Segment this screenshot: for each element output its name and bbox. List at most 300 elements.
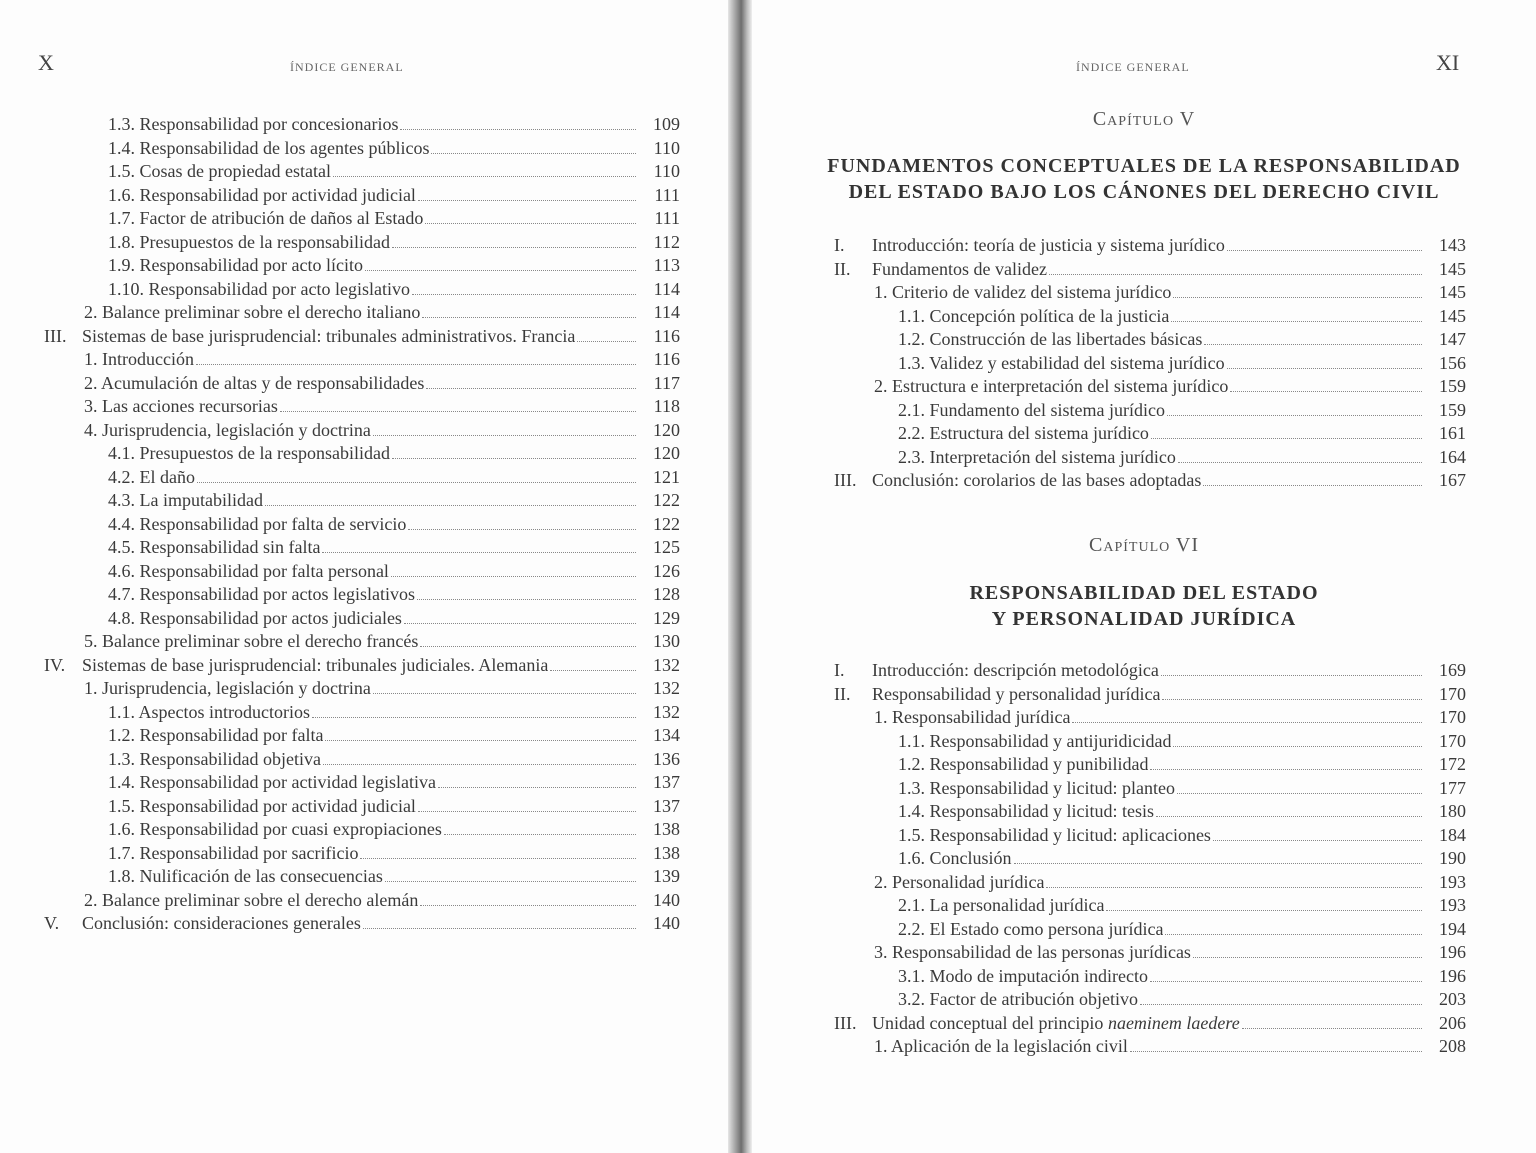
- toc-entry-number: III.: [834, 470, 857, 490]
- toc-entry-text: [898, 328, 1202, 352]
- toc-entry-text-main: 1.2. Responsabilidad y punibilidad: [898, 754, 1149, 774]
- left-toc-list: [44, 113, 680, 936]
- toc-leader-dots: [1106, 910, 1422, 911]
- toc-entry-text-main: 1. Aplicación de la legislación civil: [874, 1036, 1128, 1056]
- toc-entry-page: 117: [653, 372, 680, 393]
- toc-leader-dots: [420, 905, 636, 906]
- toc-entry-page: 161: [1439, 423, 1466, 443]
- toc-entry-page: 177: [1439, 777, 1466, 798]
- chapter6-label: Capítulo VI: [1089, 534, 1199, 556]
- toc-entry-text: [84, 395, 278, 419]
- toc-entry-page: 193: [1439, 895, 1466, 915]
- toc-leader-dots: [373, 435, 636, 436]
- toc-entry-text-main: 2.1. Fundamento del sistema jurídico: [898, 399, 1165, 420]
- toc-entry-page: 137: [653, 772, 680, 792]
- toc-entry-text-main: Fundamentos de validez: [872, 258, 1047, 279]
- toc-entry-text-main: 4.5. Responsabilidad sin falta: [108, 537, 321, 557]
- toc-entry: [834, 824, 1466, 848]
- toc-entry-text-main: 4.7. Responsabilidad por actos legislativos: [108, 584, 415, 604]
- toc-entry-number: IV.: [44, 654, 66, 675]
- toc-leader-dots: [1165, 934, 1422, 935]
- toc-leader-dots: [1230, 391, 1422, 392]
- toc-entry: [44, 748, 680, 772]
- toc-entry: [44, 184, 680, 208]
- toc-entry-page: 164: [1439, 446, 1466, 467]
- toc-entry: [44, 419, 680, 443]
- toc-entry: [834, 281, 1466, 305]
- toc-leader-dots: [1204, 344, 1422, 345]
- toc-entry: [834, 258, 1466, 282]
- toc-entry-text: [898, 352, 1225, 376]
- toc-entry-text: [82, 912, 361, 936]
- toc-entry-number: II.: [834, 258, 851, 279]
- toc-entry-text-main: 1.3. Validez y estabilidad del sistema jurídico: [898, 352, 1225, 373]
- toc-entry: [44, 207, 680, 231]
- toc-entry-text: [82, 654, 548, 678]
- toc-entry: [44, 301, 680, 325]
- toc-entry-page: 132: [653, 701, 680, 722]
- toc-entry-text-main: 1.2. Responsabilidad por falta: [108, 725, 324, 745]
- toc-entry-text-main: Sistemas de base jurisprudencial: tribunales judiciales. Alemania: [82, 654, 549, 675]
- chapter5-title: [792, 153, 1496, 205]
- toc-entry-text: [108, 701, 310, 725]
- chapter6-toc-list: [834, 659, 1466, 1059]
- toc-entry: [834, 305, 1466, 329]
- toc-entry-text: [108, 466, 195, 490]
- toc-entry: [44, 560, 680, 584]
- toc-entry-text-main: 2.2. Estructura del sistema jurídico: [898, 423, 1149, 443]
- toc-leader-dots: [1203, 485, 1422, 486]
- toc-entry-page: 111: [654, 184, 680, 205]
- toc-entry: [834, 399, 1466, 423]
- toc-entry-text-main: 1.6. Responsabilidad por actividad judicial: [108, 184, 416, 205]
- toc-leader-dots: [280, 411, 636, 412]
- toc-entry-page: 116: [653, 349, 680, 369]
- toc-entry-text: [874, 941, 1191, 965]
- toc-entry-text: [874, 1035, 1128, 1059]
- toc-entry-text-main: 1.4. Responsabilidad y licitud: tesis: [898, 801, 1154, 821]
- toc-entry-text-main: 1.5. Cosas de propiedad estatal: [108, 161, 331, 181]
- toc-entry: [834, 965, 1466, 989]
- toc-entry-text: [898, 753, 1148, 777]
- toc-entry-text: [108, 207, 423, 231]
- toc-entry-page: 170: [1439, 730, 1466, 751]
- toc-leader-dots: [1046, 887, 1422, 888]
- toc-entry-text-main: 1.1. Concepción política de la justicia: [898, 305, 1170, 326]
- toc-entry: [834, 234, 1466, 258]
- toc-entry: [44, 865, 680, 889]
- toc-entry-text: [84, 372, 424, 396]
- toc-leader-dots: [1171, 321, 1422, 322]
- toc-entry: [44, 889, 680, 913]
- book-gutter: [728, 0, 752, 1153]
- toc-entry: [44, 395, 680, 419]
- toc-entry-text: [898, 847, 1012, 871]
- toc-entry-page: 120: [653, 419, 680, 440]
- toc-entry-page: 184: [1439, 824, 1466, 845]
- toc-entry-text-main: Introducción: descripción metodológica: [872, 660, 1159, 680]
- toc-entry-text-main: 2. Estructura e interpretación del sistema jurídico: [874, 376, 1229, 396]
- toc-entry: [834, 871, 1466, 895]
- toc-entry: [834, 469, 1466, 493]
- toc-entry-text: [108, 489, 263, 513]
- toc-entry-text: [874, 281, 1171, 305]
- toc-entry-text: [108, 583, 415, 607]
- toc-entry: [44, 607, 680, 631]
- toc-entry-text: [108, 184, 416, 208]
- toc-entry-number: I.: [834, 660, 845, 680]
- toc-entry-page: 125: [653, 537, 680, 557]
- toc-leader-dots: [333, 176, 636, 177]
- toc-entry-page: 145: [1439, 258, 1466, 279]
- toc-entry-page: 206: [1439, 1012, 1466, 1033]
- toc-entry-page: 140: [653, 913, 680, 933]
- toc-entry-text: [898, 422, 1149, 446]
- toc-entry-text-main: 1.3. Responsabilidad objetiva: [108, 748, 321, 769]
- toc-entry-text: [84, 348, 194, 372]
- toc-leader-dots: [1177, 793, 1422, 794]
- toc-entry: [44, 113, 680, 137]
- toc-entry-text: [108, 842, 358, 866]
- toc-entry-text-main: 4.3. La imputabilidad: [108, 490, 263, 510]
- toc-leader-dots: [1227, 368, 1422, 369]
- toc-entry-text-main: 1. Jurisprudencia, legislación y doctrina: [84, 678, 371, 698]
- toc-entry: [834, 706, 1466, 730]
- toc-entry: [834, 422, 1466, 446]
- toc-entry-text-main: 2.2. El Estado como persona jurídica: [898, 918, 1164, 939]
- toc-entry-text: [108, 748, 321, 772]
- toc-entry-page: 167: [1439, 470, 1466, 490]
- toc-entry-text-main: 1.5. Responsabilidad y licitud: aplicaciones: [898, 824, 1211, 845]
- toc-leader-dots: [392, 247, 636, 248]
- toc-entry-page: 110: [653, 137, 680, 158]
- toc-entry: [44, 278, 680, 302]
- toc-leader-dots: [422, 317, 636, 318]
- toc-entry-text-main: 1. Criterio de validez del sistema jurídico: [874, 282, 1172, 302]
- toc-entry-text: [84, 301, 420, 325]
- toc-entry-text-main: Conclusión: consideraciones generales: [82, 913, 361, 933]
- toc-entry: [44, 818, 680, 842]
- toc-entry-text-main: 4.1. Presupuestos de la responsabilidad: [108, 443, 390, 463]
- toc-leader-dots: [431, 153, 636, 154]
- toc-entry-text-main: 1.10. Responsabilidad por acto legislativo: [108, 278, 410, 299]
- toc-entry: [834, 800, 1466, 824]
- toc-entry-text-main: 1.5. Responsabilidad por actividad judicial: [108, 795, 416, 816]
- toc-entry-text: [108, 560, 389, 584]
- toc-entry-page: 208: [1439, 1036, 1466, 1056]
- toc-entry-page: 136: [653, 748, 680, 769]
- toc-entry-text: [898, 988, 1138, 1012]
- toc-entry-text-main: 1.9. Responsabilidad por acto lícito: [108, 255, 363, 275]
- toc-leader-dots: [400, 129, 636, 130]
- toc-entry-text: [898, 800, 1154, 824]
- toc-entry: [834, 446, 1466, 470]
- toc-leader-dots: [323, 764, 636, 765]
- toc-entry-page: 139: [653, 866, 680, 886]
- toc-entry-text: [108, 865, 383, 889]
- toc-entry-number: V.: [44, 913, 60, 933]
- toc-entry-text: [898, 965, 1148, 989]
- toc-entry: [834, 1035, 1466, 1059]
- toc-leader-dots: [1213, 840, 1422, 841]
- toc-leader-dots: [418, 811, 636, 812]
- toc-entry-page: 114: [653, 278, 680, 299]
- toc-entry: [44, 536, 680, 560]
- toc-leader-dots: [392, 458, 636, 459]
- toc-leader-dots: [1072, 722, 1422, 723]
- toc-entry-page: 112: [653, 231, 680, 252]
- toc-entry-text-main: 1.8. Presupuestos de la responsabilidad: [108, 231, 390, 252]
- toc-entry: [44, 442, 680, 466]
- toc-entry-page: 143: [1439, 235, 1466, 255]
- toc-entry: [834, 753, 1466, 777]
- toc-entry: [44, 231, 680, 255]
- toc-entry: [44, 348, 680, 372]
- toc-entry-page: 159: [1439, 399, 1466, 420]
- toc-entry: [44, 583, 680, 607]
- toc-entry: [44, 724, 680, 748]
- toc-leader-dots: [425, 223, 636, 224]
- toc-leader-dots: [404, 623, 636, 624]
- toc-entry-page: 113: [653, 255, 680, 275]
- toc-leader-dots: [1049, 274, 1422, 275]
- toc-entry-text: [108, 771, 436, 795]
- toc-entry-text: [84, 419, 371, 443]
- toc-entry-page: 116: [653, 325, 680, 346]
- toc-entry: [44, 372, 680, 396]
- toc-entry-text-main: 1.8. Nulificación de las consecuencias: [108, 866, 383, 886]
- toc-entry-text-main: 2.1. La personalidad jurídica: [898, 895, 1105, 915]
- toc-entry-page: 170: [1439, 707, 1466, 727]
- toc-entry-text: [872, 258, 1047, 282]
- toc-entry-text-main: 1.7. Responsabilidad por sacrificio: [108, 842, 359, 863]
- toc-entry-text: [898, 777, 1175, 801]
- toc-leader-dots: [1162, 699, 1422, 700]
- toc-entry-text: [108, 254, 363, 278]
- toc-entry-page: 156: [1439, 352, 1466, 373]
- toc-leader-dots: [391, 576, 636, 577]
- toc-entry-text: [108, 536, 320, 560]
- toc-leader-dots: [426, 388, 636, 389]
- toc-leader-dots: [312, 717, 636, 718]
- toc-entry-page: 193: [1439, 871, 1466, 892]
- toc-leader-dots: [1161, 675, 1422, 676]
- toc-entry-text: [108, 160, 331, 184]
- toc-entry: [44, 513, 680, 537]
- toc-leader-dots: [373, 693, 636, 694]
- toc-leader-dots: [322, 552, 636, 553]
- toc-entry-text: [82, 325, 575, 349]
- toc-entry: [44, 489, 680, 513]
- toc-entry-text: [108, 137, 429, 161]
- toc-entry-text: [874, 706, 1070, 730]
- toc-entry-page: 118: [653, 396, 680, 416]
- toc-entry-text-main: 1.1. Responsabilidad y antijuridicidad: [898, 730, 1172, 751]
- toc-entry-page: 159: [1439, 376, 1466, 396]
- toc-entry-text: [872, 469, 1201, 493]
- toc-entry: [834, 683, 1466, 707]
- toc-entry-text-main: Conclusión: corolarios de las bases adoptadas: [872, 470, 1202, 490]
- toc-entry-text-main: 4.2. El daño: [108, 466, 195, 487]
- toc-entry-text: [874, 375, 1228, 399]
- toc-entry-text-main: 1.2. Construcción de las libertades básicas: [898, 329, 1203, 349]
- toc-entry-page: 132: [653, 654, 680, 675]
- toc-entry-page: 132: [653, 678, 680, 698]
- toc-entry-text-main: 1.7. Factor de atribución de daños al Estado: [108, 208, 424, 228]
- toc-entry-text: [108, 231, 390, 255]
- toc-entry-page: 120: [653, 443, 680, 463]
- toc-entry-text-main: 1. Introducción: [84, 349, 194, 369]
- left-folio: X: [38, 50, 54, 75]
- toc-leader-dots: [363, 928, 636, 929]
- toc-entry-page: 134: [653, 725, 680, 745]
- toc-entry-text-main: 2.3. Interpretación del sistema jurídico: [898, 446, 1176, 467]
- toc-leader-dots: [577, 341, 636, 342]
- toc-entry-text-main: 1.4. Responsabilidad por actividad legislativa: [108, 772, 436, 792]
- toc-entry-page: 126: [653, 560, 680, 581]
- toc-entry-page: 145: [1439, 282, 1466, 302]
- toc-entry-text-main: 4.4. Responsabilidad por falta de servicio: [108, 513, 407, 534]
- right-running-head: ÍNDICE GENERAL: [1076, 60, 1190, 74]
- toc-leader-dots: [1151, 438, 1422, 439]
- toc-entry-page: 180: [1439, 801, 1466, 821]
- toc-leader-dots: [1227, 250, 1422, 251]
- toc-entry-text-main: 2. Personalidad jurídica: [874, 871, 1045, 892]
- toc-entry-text: [898, 918, 1163, 942]
- chapter6-title-line2: Y PERSONALIDAD JURÍDICA: [991, 608, 1297, 630]
- toc-entry: [44, 677, 680, 701]
- toc-entry-text-main: Unidad conceptual del principio: [872, 1012, 1108, 1033]
- toc-entry: [44, 160, 680, 184]
- toc-entry: [44, 701, 680, 725]
- toc-entry-page: 109: [653, 114, 680, 134]
- toc-entry-text-main: 2. Balance preliminar sobre el derecho italiano: [84, 302, 421, 322]
- toc-entry: [834, 894, 1466, 918]
- toc-entry: [834, 988, 1466, 1012]
- toc-leader-dots: [196, 364, 636, 365]
- toc-entry-text: [874, 871, 1044, 895]
- toc-leader-dots: [1014, 863, 1422, 864]
- toc-leader-dots: [385, 881, 636, 882]
- toc-entry-text-main: 4. Jurisprudencia, legislación y doctrina: [84, 419, 371, 440]
- toc-entry-text: [108, 113, 398, 137]
- toc-entry-text: [84, 889, 418, 913]
- toc-entry-page: 129: [653, 607, 680, 628]
- toc-leader-dots: [1242, 1028, 1422, 1029]
- toc-entry-text-main: 2. Acumulación de altas y de responsabilidades: [84, 372, 425, 393]
- toc-entry: [44, 795, 680, 819]
- toc-entry-page: 138: [653, 842, 680, 863]
- toc-leader-dots: [1130, 1051, 1422, 1052]
- toc-entry-text: [872, 683, 1160, 707]
- toc-entry-text-main: 3. Responsabilidad de las personas jurídicas: [874, 942, 1191, 962]
- toc-entry-text: [108, 278, 410, 302]
- toc-entry-number: III.: [834, 1012, 857, 1033]
- toc-entry-text: [898, 824, 1211, 848]
- chapter5-title-line1: FUNDAMENTOS CONCEPTUALES DE LA RESPONSABILIDAD: [827, 155, 1461, 177]
- right-page: [752, 0, 1536, 1153]
- toc-entry-page: 122: [653, 513, 680, 534]
- toc-entry-page: 194: [1439, 918, 1466, 939]
- toc-leader-dots: [1140, 1004, 1422, 1005]
- toc-entry: [44, 842, 680, 866]
- toc-entry-text-main: Introducción: teoría de justicia y sistema jurídico: [872, 235, 1225, 255]
- toc-entry-text-main: 1.6. Responsabilidad por cuasi expropiaciones: [108, 819, 442, 839]
- toc-entry: [834, 375, 1466, 399]
- toc-entry-page: 114: [653, 302, 680, 322]
- toc-entry-number: II.: [834, 683, 851, 704]
- toc-entry-page: 170: [1439, 683, 1466, 704]
- toc-entry-number: I.: [834, 235, 845, 255]
- toc-entry-text-main: Sistemas de base jurisprudencial: tribunales administrativos. Francia: [82, 325, 576, 346]
- toc-entry: [834, 918, 1466, 942]
- toc-entry: [44, 254, 680, 278]
- toc-entry-page: 140: [653, 889, 680, 910]
- chapter5-toc-list: [834, 234, 1466, 493]
- toc-entry-text-main: 1.3. Responsabilidad y licitud: planteo: [898, 777, 1175, 798]
- toc-entry-text: [898, 305, 1169, 329]
- toc-entry-text: [108, 607, 402, 631]
- toc-entry-page: 145: [1439, 305, 1466, 326]
- toc-entry-page: 196: [1439, 942, 1466, 962]
- toc-leader-dots: [438, 787, 636, 788]
- toc-entry-text-main: 3. Las acciones recursorias: [84, 396, 278, 416]
- toc-leader-dots: [1167, 415, 1422, 416]
- toc-entry-page: 196: [1439, 965, 1466, 986]
- chapter5-label: Capítulo V: [1092, 108, 1196, 130]
- toc-entry-text: [872, 1012, 1240, 1036]
- toc-entry: [834, 730, 1466, 754]
- toc-entry: [44, 137, 680, 161]
- toc-entry-text-main: 1.6. Conclusión: [898, 848, 1012, 868]
- toc-entry-page: 111: [654, 208, 680, 228]
- toc-entry-text-main: 5. Balance preliminar sobre el derecho francés: [84, 631, 419, 651]
- toc-entry-text-main: 4.8. Responsabilidad por actos judiciales: [108, 607, 402, 628]
- toc-entry-text: [108, 724, 323, 748]
- toc-leader-dots: [444, 834, 636, 835]
- toc-entry-page: 172: [1439, 754, 1466, 774]
- toc-entry: [834, 352, 1466, 376]
- toc-entry: [44, 654, 680, 678]
- toc-leader-dots: [1173, 297, 1422, 298]
- toc-entry-text-main: 1.1. Aspectos introductorios: [108, 701, 310, 722]
- toc-entry: [834, 659, 1466, 683]
- toc-entry: [44, 912, 680, 936]
- toc-leader-dots: [417, 599, 636, 600]
- toc-entry-page: 121: [653, 466, 680, 487]
- toc-leader-dots: [418, 200, 636, 201]
- toc-entry-text: [84, 630, 418, 654]
- toc-entry-text-main: 2. Balance preliminar sobre el derecho alemán: [84, 889, 419, 910]
- toc-entry: [834, 941, 1466, 965]
- toc-entry-page: 137: [653, 795, 680, 816]
- toc-entry: [44, 630, 680, 654]
- toc-entry-text-italic: naeminem laedere: [1107, 1012, 1240, 1033]
- toc-entry-page: 147: [1439, 329, 1466, 349]
- toc-entry-text-main: 4.6. Responsabilidad por falta personal: [108, 560, 389, 581]
- toc-leader-dots: [550, 670, 636, 671]
- toc-entry: [834, 847, 1466, 871]
- left-page: [0, 0, 728, 1153]
- toc-entry-page: 110: [653, 161, 680, 181]
- toc-leader-dots: [360, 858, 636, 859]
- toc-entry-text-main: 1.3. Responsabilidad por concesionarios: [108, 114, 399, 134]
- toc-entry: [834, 777, 1466, 801]
- toc-entry-text: [108, 442, 390, 466]
- toc-entry: [44, 325, 680, 349]
- toc-entry-page: 190: [1439, 848, 1466, 868]
- toc-leader-dots: [365, 270, 636, 271]
